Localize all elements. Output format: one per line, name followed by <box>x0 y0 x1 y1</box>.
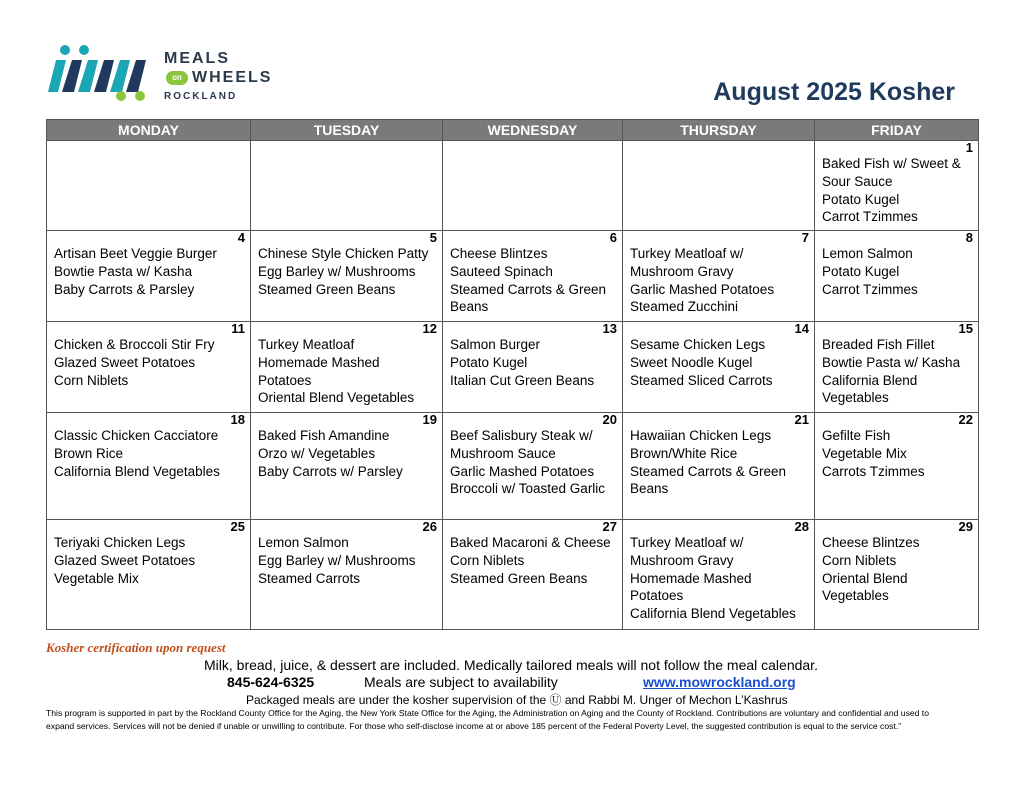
day-number: 13 <box>602 321 617 336</box>
header-thursday: THURSDAY <box>623 120 815 141</box>
day-number: 15 <box>958 321 973 336</box>
meal-item: Italian Cut Green Beans <box>450 372 595 388</box>
day-cell <box>623 231 815 322</box>
logo-on: on <box>166 71 188 85</box>
day-number: 5 <box>429 230 437 245</box>
page-title: August 2025 Kosher <box>713 78 955 106</box>
meal-item: Turkey Meatloaf w/ Mushroom Gravy <box>630 535 744 568</box>
meal-item: Baked Fish Amandine <box>258 428 390 443</box>
kosher-note: Kosher certification upon request <box>46 640 226 655</box>
week-row <box>47 141 979 231</box>
meal-item: California Blend Vegetables <box>54 463 220 479</box>
meal-item: Glazed Sweet Potatoes <box>54 354 196 370</box>
day-cell <box>47 141 251 231</box>
meal-item: Potato Kugel <box>822 263 900 279</box>
meal-item: California Blend Vegetables <box>630 606 796 622</box>
meal-item: Homemade Mashed Potatoes <box>258 354 380 388</box>
week-row <box>47 322 979 413</box>
day-cell <box>815 231 979 322</box>
meal-item: Steamed Green Beans <box>258 281 396 297</box>
day-number: 27 <box>602 519 617 534</box>
meal-item: Potato Kugel <box>822 191 900 207</box>
meal-item: Teriyaki Chicken Legs <box>54 535 186 550</box>
included-note: Milk, bread, juice, & dessert are included. Medically tailored meals will not follow the meal calendar. <box>204 657 818 673</box>
meal-item: Corn Niblets <box>450 552 525 568</box>
meal-item: Corn Niblets <box>54 372 129 388</box>
day-cell <box>443 520 623 630</box>
day-number <box>450 141 617 155</box>
meal-item: Turkey Meatloaf w/ Mushroom Gravy <box>630 246 744 279</box>
logo-mark-icon <box>44 44 162 102</box>
day-number <box>630 141 809 155</box>
meal-item: Vegetable Mix <box>54 570 139 586</box>
day-cell <box>47 520 251 630</box>
day-cell <box>443 231 623 322</box>
day-cell <box>623 413 815 520</box>
meal-item: Carrot Tzimmes <box>822 281 918 297</box>
day-cell <box>47 413 251 520</box>
day-number: 29 <box>958 519 973 534</box>
week-row <box>47 231 979 322</box>
meal-item: Sweet Noodle Kugel <box>630 354 753 370</box>
day-number: 28 <box>794 519 809 534</box>
day-number: 20 <box>602 412 617 427</box>
logo-rockland: ROCKLAND <box>164 91 238 102</box>
week-row <box>47 413 979 520</box>
meal-item: Orzo w/ Vegetables <box>258 445 376 461</box>
day-number: 7 <box>801 230 809 245</box>
meal-calendar <box>46 119 979 630</box>
meal-item: Classic Chicken Cacciatore <box>54 428 219 443</box>
weekday-header-row <box>47 120 979 141</box>
day-cell <box>251 413 443 520</box>
meal-item: Chicken & Broccoli Stir Fry <box>54 337 215 352</box>
meal-item: Steamed Carrots <box>258 570 361 586</box>
header-monday: MONDAY <box>47 120 251 141</box>
meal-item: California Blend Vegetables <box>822 372 918 406</box>
meal-item: Bowtie Pasta w/ Kasha <box>822 354 961 370</box>
logo-meals: MEALS <box>164 50 230 67</box>
website-link[interactable]: www.mowrockland.org <box>643 674 796 690</box>
day-cell <box>47 322 251 413</box>
meal-item: Bowtie Pasta w/ Kasha <box>54 263 193 279</box>
header-tuesday: TUESDAY <box>251 120 443 141</box>
meal-item: Steamed Green Beans <box>450 570 588 586</box>
day-number: 4 <box>237 230 245 245</box>
meal-item: Potato Kugel <box>450 354 528 370</box>
day-number: 14 <box>794 321 809 336</box>
meal-item: Baked Macaroni & Cheese <box>450 535 611 550</box>
meal-item: Cheese Blintzes <box>450 246 548 261</box>
meal-item: Sauteed Spinach <box>450 263 553 279</box>
day-cell <box>251 520 443 630</box>
day-cell <box>623 322 815 413</box>
meal-item: Glazed Sweet Potatoes <box>54 552 196 568</box>
meal-item: Steamed Sliced Carrots <box>630 372 773 388</box>
program-disclaimer: This program is supported in part by the Rockland County Office for the Aging, the New York State Office for the Aging, the Administration on Aging and the County of Rockland. Contributions are voluntary and confidential and used to expand services. Services will not be denied if unable or unwilling to contribute. For those who self-disclose income at or above 185 percent of the Federal Poverty Level, the suggested contribution is equal to the service cost.” <box>46 708 929 731</box>
phone-number: 845-624-6325 <box>227 674 315 690</box>
day-number: 25 <box>230 519 245 534</box>
day-number <box>258 141 437 155</box>
calendar-body <box>47 141 979 630</box>
meal-item: Lemon Salmon <box>822 246 913 261</box>
meal-item: Steamed Carrots & Green Beans <box>450 281 607 315</box>
header-friday: FRIDAY <box>815 120 979 141</box>
meal-item: Oriental Blend Vegetables <box>258 390 415 406</box>
supervision-note: Packaged meals are under the kosher supervision of the Ⓤ and Rabbi M. Unger of Mechon L’Kashrus <box>246 693 788 707</box>
day-cell <box>47 231 251 322</box>
meal-item: Baby Carrots w/ Parsley <box>258 463 403 479</box>
day-cell <box>443 413 623 520</box>
meal-item: Egg Barley w/ Mushrooms <box>258 552 416 568</box>
logo <box>44 44 273 102</box>
meal-item: Gefilte Fish <box>822 428 891 443</box>
day-cell <box>251 322 443 413</box>
day-cell <box>443 322 623 413</box>
day-cell <box>251 231 443 322</box>
day-number: 19 <box>422 412 437 427</box>
logo-wheels: WHEELS <box>192 69 273 86</box>
meal-item: Baked Fish w/ Sweet & Sour Sauce <box>822 156 961 189</box>
day-cell <box>815 141 979 231</box>
meal-item: Garlic Mashed Potatoes <box>630 281 775 297</box>
meal-item: Carrot Tzimmes <box>822 209 918 225</box>
meal-item: Sesame Chicken Legs <box>630 337 766 352</box>
meal-item: Vegetable Mix <box>822 445 907 461</box>
meal-item: Homemade Mashed Potatoes <box>630 570 752 604</box>
meal-item: Steamed Zucchini <box>630 299 739 315</box>
meal-item: Beef Salisbury Steak w/ Mushroom Sauce <box>450 428 593 461</box>
meal-item: Carrots Tzimmes <box>822 463 925 479</box>
meal-item: Cheese Blintzes <box>822 535 920 550</box>
availability-note: Meals are subject to availability <box>364 674 558 690</box>
meal-item: Salmon Burger <box>450 337 541 352</box>
day-number: 21 <box>794 412 809 427</box>
day-number: 8 <box>965 230 973 245</box>
meal-item: Breaded Fish Fillet <box>822 337 935 352</box>
day-number: 12 <box>422 321 437 336</box>
meal-item: Garlic Mashed Potatoes <box>450 463 595 479</box>
day-cell <box>815 413 979 520</box>
day-cell <box>251 141 443 231</box>
day-cell <box>623 520 815 630</box>
day-number: 1 <box>965 140 973 155</box>
day-number: 6 <box>609 230 617 245</box>
meal-item: Turkey Meatloaf <box>258 337 355 352</box>
day-number <box>54 141 245 155</box>
day-cell <box>623 141 815 231</box>
header-wednesday: WEDNESDAY <box>443 120 623 141</box>
day-cell <box>815 520 979 630</box>
meal-item: Broccoli w/ Toasted Garlic <box>450 481 606 497</box>
meal-item: Brown/White Rice <box>630 445 738 461</box>
meal-item: Lemon Salmon <box>258 535 349 550</box>
meal-item: Baby Carrots & Parsley <box>54 281 195 297</box>
meal-item: Artisan Beet Veggie Burger <box>54 246 217 261</box>
meal-item: Egg Barley w/ Mushrooms <box>258 263 416 279</box>
day-number: 18 <box>230 412 245 427</box>
day-number: 11 <box>231 321 245 336</box>
day-cell <box>815 322 979 413</box>
meal-item: Hawaiian Chicken Legs <box>630 428 772 443</box>
meal-item: Oriental Blend Vegetables <box>822 570 908 604</box>
day-number: 22 <box>958 412 973 427</box>
day-cell <box>443 141 623 231</box>
week-row <box>47 520 979 630</box>
meal-item: Steamed Carrots & Green Beans <box>630 463 787 497</box>
meal-item: Chinese Style Chicken Patty <box>258 246 429 261</box>
meal-item: Brown Rice <box>54 445 124 461</box>
day-number: 26 <box>422 519 437 534</box>
meal-item: Corn Niblets <box>822 552 897 568</box>
